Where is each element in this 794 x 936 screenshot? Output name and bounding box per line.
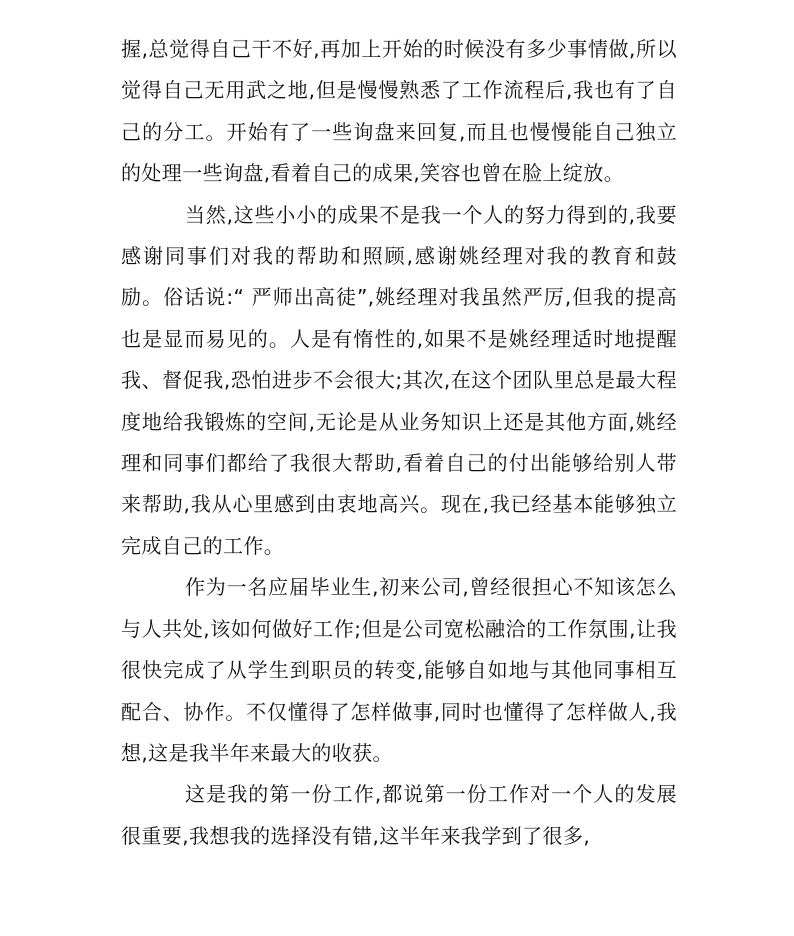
- paragraph-2: 当然,这些小小的成果不是我一个人的努力得到的,我要感谢同事们对我的帮助和照顾,感谢姚经理对我的教育和鼓励。俗话说:“ 严师出高徒”,姚经理对我虽然严厉,但我的提高也是显而易见的。人是有惰性的,如果不是姚经理适时地提醒我、督促我,恐怕进步不会很大;其次,在这个团队里总是最大程度地给我锻炼的空间,无论是从业务知识上还是其他方面,姚经理和同事们都给了我很大帮助,看着自己的付出能够给别人带来帮助,我从心里感到由衷地高兴。现在,我已经基本能够独立完成自己的工作。: [121, 202, 677, 558]
- paragraph-1: 握,总觉得自己干不好,再加上开始的时候没有多少事情做,所以觉得自己无用武之地,但是慢慢熟悉了工作流程后,我也有了自己的分工。开始有了一些询盘来回复,而且也慢慢能自己独立的处理一些询盘,看着自己的成果,笑容也曾在脸上绽放。: [121, 37, 677, 186]
- paragraph-4: 这是我的第一份工作,都说第一份工作对一个人的发展很重要,我想我的选择没有错,这半年来我学到了很多,: [121, 782, 677, 848]
- document-body: [121, 29, 677, 857]
- paragraph-3: 作为一名应届毕业生,初来公司,曾经很担心不知该怎么与人共处,该如何做好工作;但是公司宽松融洽的工作氛围,让我很快完成了从学生到职员的转变,能够自如地与其他同事相互配合、协作。不仅懂得了怎样做事,同时也懂得了怎样做人,我想,这是我半年来最大的收获。: [121, 575, 677, 765]
